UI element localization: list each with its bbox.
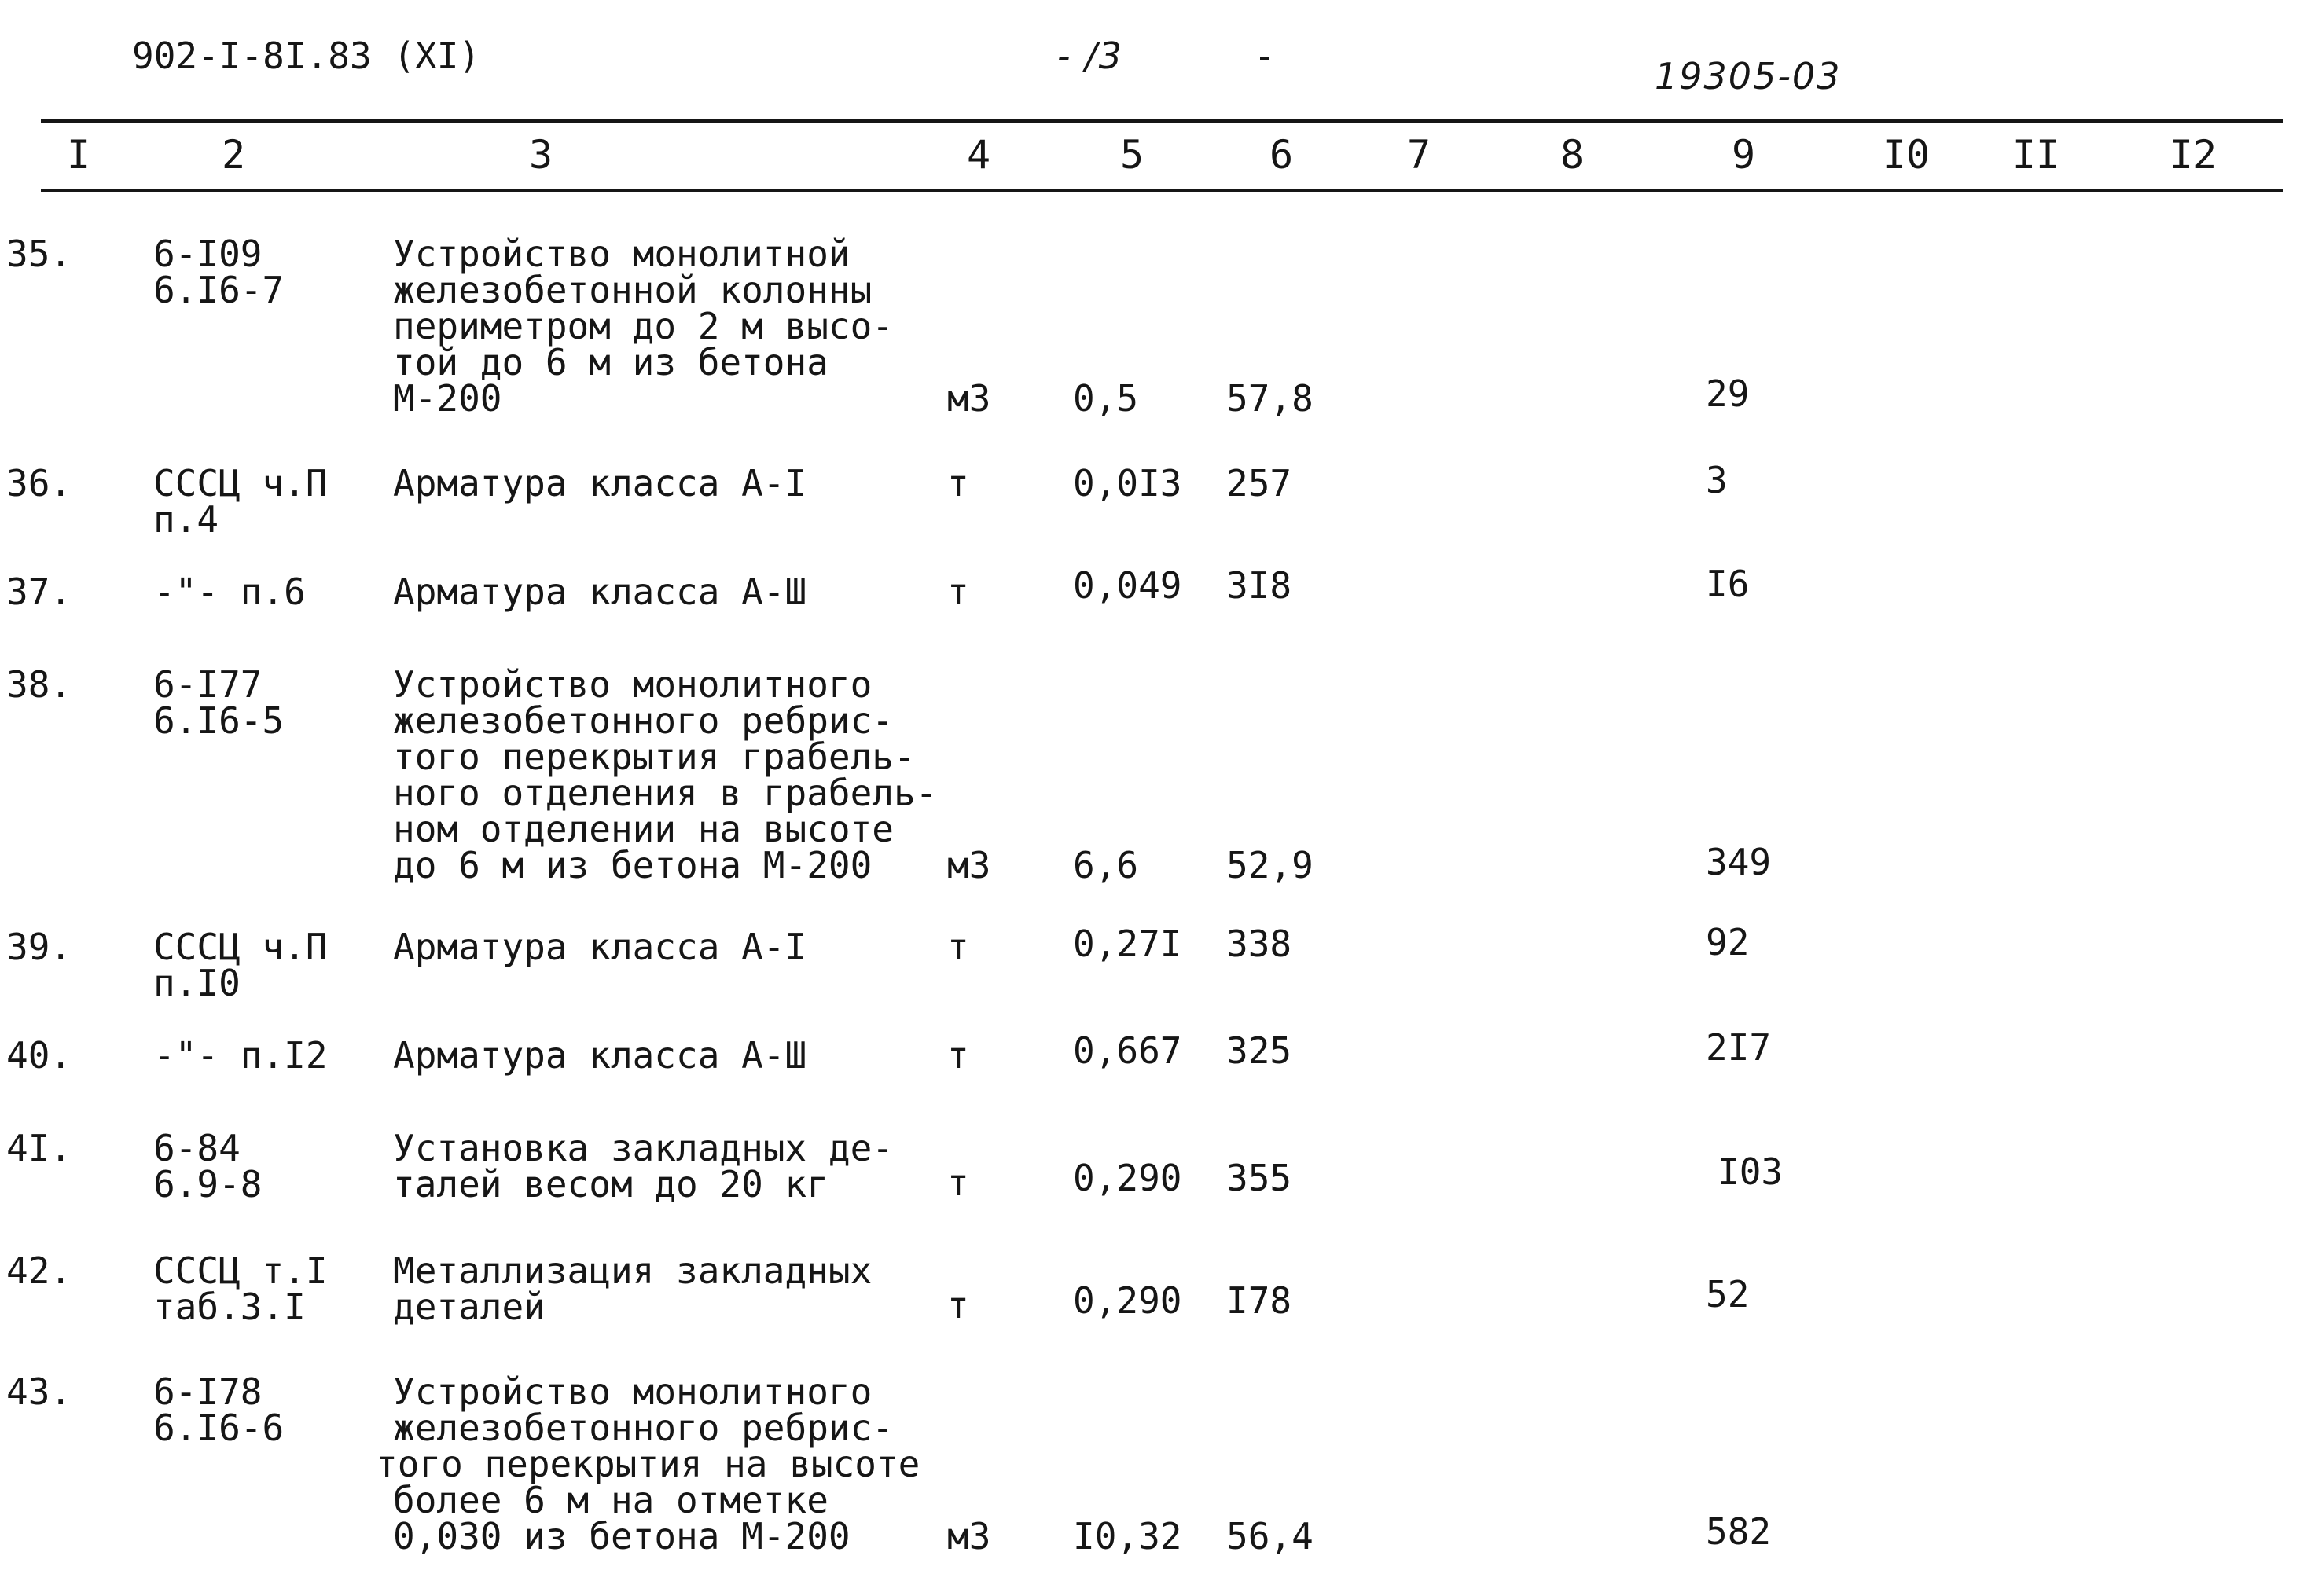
column-number: II bbox=[2012, 132, 2060, 178]
norm-code-line: СССЦ т.I bbox=[153, 1249, 328, 1292]
norm-code-line: 6-84 bbox=[153, 1127, 241, 1169]
quantity: 0,290 bbox=[1073, 1157, 1182, 1199]
unit: т bbox=[947, 1284, 969, 1326]
norm-code-line: -"- п.I2 bbox=[153, 1034, 328, 1077]
unit: т bbox=[947, 571, 969, 613]
total-cost: 92 bbox=[1706, 921, 1750, 963]
description-line: М-200 bbox=[393, 377, 502, 420]
row-number: 35. bbox=[6, 233, 72, 275]
norm-code-line: п.4 bbox=[153, 498, 219, 541]
column-number: I2 bbox=[2169, 132, 2217, 178]
description-line: периметром до 2 м высо- bbox=[393, 305, 894, 347]
table-header-rule bbox=[41, 189, 2283, 192]
description-line: той до 6 м из бетона bbox=[393, 341, 828, 383]
unit-price: 257 bbox=[1226, 462, 1292, 504]
description-line: талей весом до 20 кг bbox=[393, 1163, 828, 1205]
description-line: железобетонного ребрис- bbox=[393, 1407, 894, 1449]
unit-price: 52,9 bbox=[1226, 844, 1313, 886]
total-cost: 3 bbox=[1706, 459, 1728, 501]
quantity: 0,290 bbox=[1073, 1279, 1182, 1322]
page-number: - /3 bbox=[1057, 35, 1123, 77]
unit-price: 3I8 bbox=[1226, 564, 1292, 607]
column-number: 2 bbox=[221, 132, 246, 178]
unit: м3 bbox=[947, 377, 991, 420]
header-dash: - bbox=[1254, 35, 1276, 77]
work-description bbox=[393, 1249, 873, 1328]
description-line: Арматура класса А-I bbox=[393, 926, 807, 968]
total-cost: 582 bbox=[1706, 1510, 1772, 1553]
archive-number: 19305-03 bbox=[1655, 55, 1842, 97]
description-line: железобетонного ребрис- bbox=[393, 699, 894, 742]
description-line: того перекрытия на высоте bbox=[376, 1443, 920, 1485]
description-line: более 6 м на отметке bbox=[393, 1479, 828, 1521]
work-description bbox=[376, 1370, 920, 1557]
row-number: 37. bbox=[6, 571, 72, 613]
row-number: 38. bbox=[6, 663, 72, 706]
unit-price: 57,8 bbox=[1226, 377, 1313, 420]
norm-code-line: СССЦ ч.П bbox=[153, 462, 328, 504]
quantity: 0,5 bbox=[1073, 377, 1139, 420]
description-line: железобетонной колонны bbox=[393, 269, 873, 311]
description-line: Устройство монолитной bbox=[393, 233, 851, 275]
work-description bbox=[393, 663, 938, 886]
description-line: 0,030 из бетона М-200 bbox=[393, 1515, 851, 1557]
quantity: 6,6 bbox=[1073, 844, 1139, 886]
column-number: 7 bbox=[1406, 132, 1431, 178]
column-number: 5 bbox=[1119, 132, 1144, 178]
unit-price: 355 bbox=[1226, 1157, 1292, 1199]
row-number: 40. bbox=[6, 1034, 72, 1077]
unit: м3 bbox=[947, 1515, 991, 1557]
unit: т bbox=[947, 1161, 969, 1204]
description-line: Арматура класса А-Ш bbox=[393, 571, 807, 613]
norm-code-line: 6.I6-6 bbox=[153, 1407, 285, 1449]
work-description bbox=[393, 462, 807, 504]
row-number: 39. bbox=[6, 926, 72, 968]
quantity: 0,0I3 bbox=[1073, 462, 1182, 504]
row-number: 42. bbox=[6, 1249, 72, 1292]
total-cost: 2I7 bbox=[1706, 1026, 1772, 1069]
column-number: I0 bbox=[1882, 132, 1931, 178]
norm-code-line: -"- п.6 bbox=[153, 571, 306, 613]
description-line: Установка закладных де- bbox=[393, 1127, 894, 1169]
norm-code-line: 6-I78 bbox=[153, 1370, 263, 1413]
column-number: 9 bbox=[1731, 132, 1756, 178]
column-number: 3 bbox=[528, 132, 553, 178]
total-cost: 349 bbox=[1706, 841, 1772, 883]
unit-price: 338 bbox=[1226, 923, 1292, 965]
description-line: Устройство монолитного bbox=[393, 1370, 873, 1413]
norm-code-line: 6.I6-7 bbox=[153, 269, 285, 311]
description-line: Устройство монолитного bbox=[393, 663, 873, 706]
unit-price: 56,4 bbox=[1226, 1515, 1313, 1557]
row-number: 36. bbox=[6, 462, 72, 504]
total-cost: 29 bbox=[1706, 372, 1750, 415]
work-description bbox=[393, 1034, 807, 1077]
row-number: 43. bbox=[6, 1370, 72, 1413]
description-line: Металлизация закладных bbox=[393, 1249, 873, 1292]
unit: т bbox=[947, 926, 969, 968]
norm-code bbox=[153, 462, 328, 541]
total-cost: 52 bbox=[1706, 1273, 1750, 1315]
unit: т bbox=[947, 1034, 969, 1077]
norm-code bbox=[153, 926, 328, 1004]
norm-code bbox=[153, 571, 306, 613]
norm-code-line: 6.9-8 bbox=[153, 1163, 263, 1205]
norm-code bbox=[153, 233, 285, 311]
work-description bbox=[393, 233, 894, 420]
description-line: Арматура класса А-Ш bbox=[393, 1034, 807, 1077]
description-line: деталей bbox=[393, 1286, 546, 1328]
column-number: 8 bbox=[1560, 132, 1585, 178]
norm-code bbox=[153, 1127, 263, 1205]
description-line: ном отделении на высоте bbox=[393, 808, 894, 850]
description-line: того перекрытия грабель- bbox=[393, 736, 916, 778]
norm-code-line: 6.I6-5 bbox=[153, 699, 285, 742]
total-cost: I03 bbox=[1718, 1150, 1784, 1193]
norm-code-line: СССЦ ч.П bbox=[153, 926, 328, 968]
unit: т bbox=[947, 462, 969, 504]
norm-code bbox=[153, 663, 285, 742]
table-top-rule bbox=[41, 119, 2283, 123]
norm-code-line: 6-I77 bbox=[153, 663, 263, 706]
norm-code-line: п.I0 bbox=[153, 962, 241, 1004]
row-number: 4I. bbox=[6, 1127, 72, 1169]
document-code: 902-I-8I.83 (XI) bbox=[132, 35, 481, 77]
description-line: до 6 м из бетона М-200 bbox=[393, 844, 873, 886]
work-description bbox=[393, 571, 807, 613]
quantity: I0,32 bbox=[1073, 1515, 1182, 1557]
quantity: 0,27I bbox=[1073, 923, 1182, 965]
norm-code bbox=[153, 1249, 328, 1328]
unit-price: 325 bbox=[1226, 1029, 1292, 1072]
column-number: 4 bbox=[966, 132, 991, 178]
norm-code-line: 6-I09 bbox=[153, 233, 263, 275]
norm-code bbox=[153, 1370, 285, 1449]
unit-price: I78 bbox=[1226, 1279, 1292, 1322]
description-line: Арматура класса А-I bbox=[393, 462, 807, 504]
description-line: ного отделения в грабель- bbox=[393, 772, 938, 814]
quantity: 0,049 bbox=[1073, 564, 1182, 607]
column-number: I bbox=[66, 132, 91, 178]
work-description bbox=[393, 1127, 894, 1205]
unit: м3 bbox=[947, 844, 991, 886]
norm-code-line: таб.3.I bbox=[153, 1286, 306, 1328]
column-number: 6 bbox=[1269, 132, 1294, 178]
quantity: 0,667 bbox=[1073, 1029, 1182, 1072]
work-description bbox=[393, 926, 807, 968]
total-cost: I6 bbox=[1706, 563, 1750, 605]
norm-code bbox=[153, 1034, 328, 1077]
